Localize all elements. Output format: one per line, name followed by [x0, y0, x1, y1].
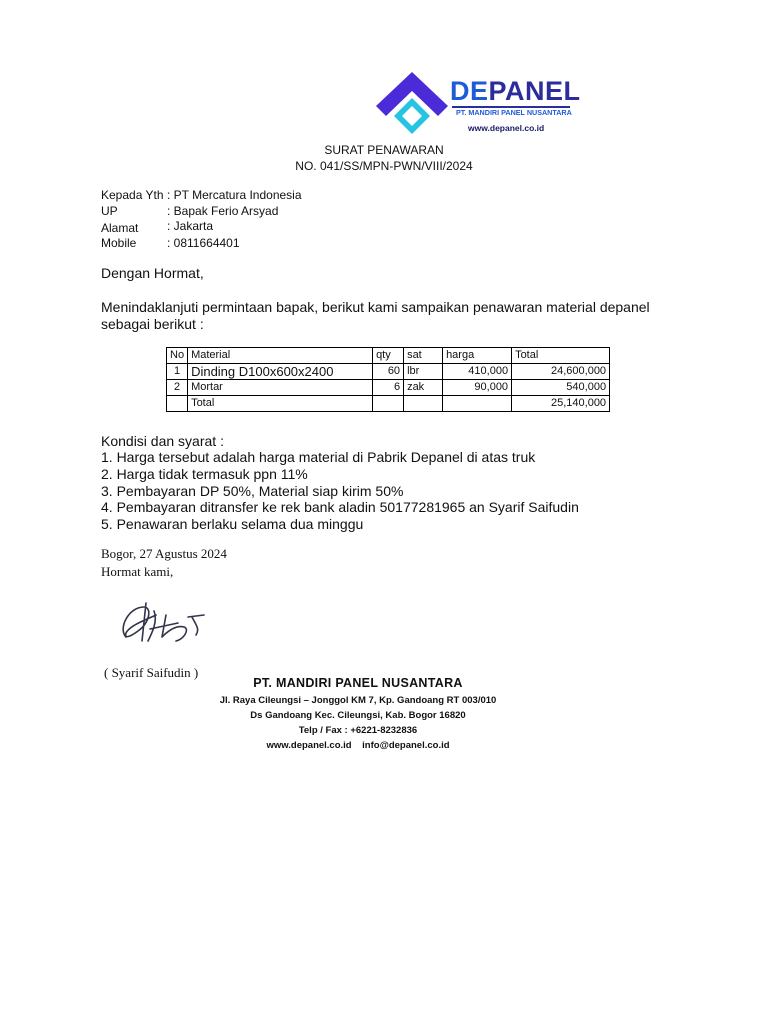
recipient-mobile-value: : 0811664401	[167, 236, 240, 250]
table-row	[167, 364, 610, 380]
logo-website: www.depanel.co.id	[468, 123, 545, 133]
logo-brand-text	[450, 76, 581, 106]
total-row-qty-cell	[373, 396, 404, 412]
header-no: No	[167, 348, 188, 364]
row-total: 24,600,000	[512, 364, 610, 380]
greeting: Dengan Hormat,	[101, 265, 204, 281]
table-total-row	[167, 396, 610, 412]
row-harga: 410,000	[443, 364, 512, 380]
footer-address-1: Jl. Raya Cileungsi – Jonggol KM 7, Kp. Gandoang RT 003/010	[219, 695, 497, 706]
row-qty: 60	[373, 364, 404, 380]
header-qty: qty	[373, 348, 404, 364]
logo-brand-de: DE	[450, 76, 489, 106]
row-sat: lbr	[404, 364, 443, 380]
intro-line-1: Menindaklanjuti permintaan bapak, berikut kami sampaikan penawaran material depanel	[101, 299, 650, 315]
intro-line-2: sebagai berikut :	[101, 316, 204, 332]
signer-name: ( Syarif Saifudin )	[104, 665, 199, 680]
condition-item: 3. Pembayaran DP 50%, Material siap kirim 50%	[101, 483, 404, 499]
total-row-harga-cell	[443, 396, 512, 412]
condition-item: 2. Harga tidak termasuk ppn 11%	[101, 466, 308, 482]
recipient-mobile-label: Mobile	[101, 236, 137, 250]
grand-total: 25,140,000	[512, 396, 610, 412]
row-harga: 90,000	[443, 380, 512, 396]
row-no: 2	[167, 380, 188, 396]
conditions-title: Kondisi dan syarat :	[101, 433, 224, 449]
header-sat: sat	[404, 348, 443, 364]
recipient-address-value: : Jakarta	[167, 219, 214, 233]
company-logo	[372, 68, 581, 140]
row-sat: zak	[404, 380, 443, 396]
header-total: Total	[512, 348, 610, 364]
footer-contact: www.depanel.co.id info@depanel.co.id	[266, 740, 450, 751]
row-material: Dinding D100x600x2400	[188, 364, 373, 380]
row-material: Mortar	[188, 380, 373, 396]
header-material: Material	[188, 348, 373, 364]
regards: Hormat kami,	[101, 564, 174, 579]
header-harga: harga	[443, 348, 512, 364]
total-label: Total	[188, 396, 373, 412]
logo-subtitle: PT. MANDIRI PANEL NUSANTARA	[456, 108, 572, 117]
logo-brand-panel: PANEL	[488, 76, 581, 106]
row-no: 1	[167, 364, 188, 380]
table-row	[167, 380, 610, 396]
row-qty: 6	[373, 380, 404, 396]
footer-phone: Telp / Fax : +6221-8232836	[298, 725, 418, 736]
table-header-row	[167, 348, 610, 364]
letterhead-footer	[204, 676, 512, 753]
condition-item: 4. Pembayaran ditransfer ke rek bank aladin 50177281965 an Syarif Saifudin	[101, 499, 579, 515]
letter-number: NO. 041/SS/MPN-PWN/VIII/2024	[295, 159, 473, 173]
recipient-to-value: : PT Mercatura Indonesia	[167, 188, 302, 202]
total-row-no-cell	[167, 396, 188, 412]
letter-title: SURAT PENAWARAN	[324, 143, 444, 157]
condition-item: 1. Harga tersebut adalah harga material di Pabrik Depanel di atas truk	[101, 449, 536, 465]
place-date: Bogor, 27 Agustus 2024	[101, 546, 227, 561]
recipient-address-label: Alamat	[101, 221, 139, 235]
total-row-sat-cell	[404, 396, 443, 412]
recipient-up-value: : Bapak Ferio Arsyad	[167, 204, 279, 218]
row-total: 540,000	[512, 380, 610, 396]
recipient-to-label: Kepada Yth	[101, 188, 164, 202]
signature-image	[100, 585, 218, 663]
footer-address-2: Ds Gandoang Kec. Cileungsi, Kab. Bogor 16820	[250, 710, 466, 721]
depanel-logo-icon	[372, 68, 452, 140]
footer-company: PT. MANDIRI PANEL NUSANTARA	[253, 676, 463, 690]
recipient-up-label: UP	[101, 204, 118, 218]
condition-item: 5. Penawaran berlaku selama dua minggu	[101, 516, 364, 532]
quotation-table	[166, 347, 610, 412]
